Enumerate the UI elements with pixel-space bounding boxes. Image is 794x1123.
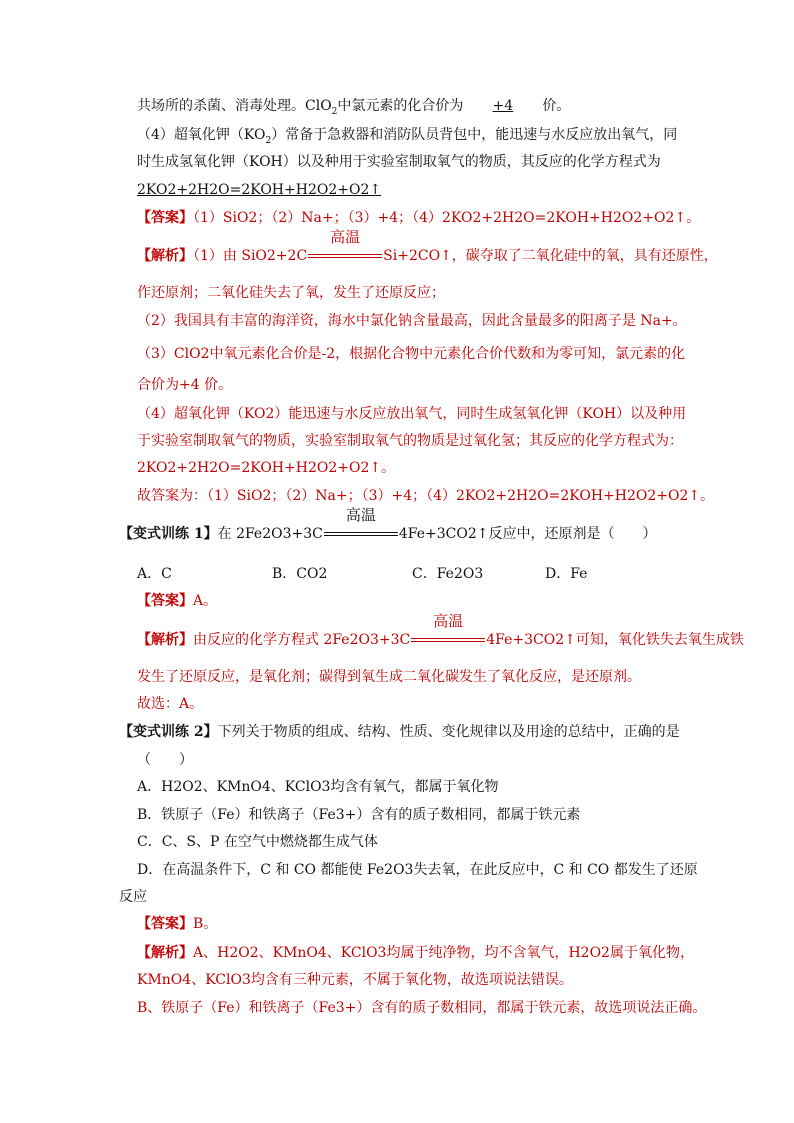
variant-1-question: 【变式训练 1】在 2Fe2O3+3C 高温 4Fe+3CO2↑反应中，还原剂是（ ）: [119, 506, 657, 542]
option-a: A．C: [137, 566, 172, 582]
variant-2-question-paren: （ ）: [137, 752, 193, 768]
explanation-line-1: 【解析】（1）由 SiO2+2C 高温 Si+2CO↑，碳夺取了二氧化硅中的氧，具有还原性，: [137, 228, 718, 264]
explanation-line: 于实验室制取氧气的物质，实验室制取氧气的物质是过氧化氢；其反应的化学方程式为：: [137, 433, 683, 449]
explanation-line: KMnO4、KClO3均含有三种元素，不属于氧化物，故选项说法错误。: [137, 972, 573, 988]
variant-2-explanation: 【解析】A、H2O2、KMnO4、KClO3均属于纯净物，均不含氧气，H2O2属于氧化物，: [137, 945, 694, 961]
explanation-line: 作还原剂；二氧化硅失去了氧，发生了还原反应；: [137, 285, 445, 301]
explanation-line: （2）我国具有丰富的海洋资，海水中氯化钠含量最高，因此含量最多的阳离子是 Na+。: [137, 313, 687, 329]
explanation-tag: 【解析】: [137, 248, 193, 264]
explanation-line: 故选：A。: [137, 696, 204, 712]
explanation-line: 故答案为：（1）SiO2；（2）Na+；（3）+4；（4）2KO2+2H2O=2KOH+H2O2+O2↑。: [137, 488, 715, 504]
variant-1-explanation: 【解析】由反应的化学方程式 2Fe2O3+3C 高温 4Fe+3CO2↑可知，氧化铁失去氧生成铁: [137, 612, 744, 648]
explanation-line: 发生了还原反应，是氧化剂；碳得到氧生成二氧化碳发生了氧化反应，是还原剂。: [137, 669, 641, 685]
variant-1-answer: 【答案】A。: [137, 593, 218, 609]
reaction-condition: 高温: [411, 630, 485, 650]
option-c: C．Fe2O3: [412, 566, 484, 582]
variant-2-tag: 【变式训练 2】: [119, 724, 218, 740]
explanation-line: （3）ClO2中氧元素化合价是-2，根据化合物中元素化合价代数和为零可知，氯元素的化: [137, 346, 686, 362]
answer-tag: 【答案】: [137, 210, 193, 226]
explanation-tag: 【解析】: [137, 945, 193, 961]
reaction-condition: 高温: [308, 246, 382, 266]
option-d-cont: 反应: [119, 889, 147, 905]
answer-tag: 【答案】: [137, 916, 193, 932]
variant-1-tag: 【变式训练 1】: [119, 526, 218, 542]
explanation-line: B、铁原子（Fe）和铁离子（Fe3+）含有的质子数相同，都属于铁元素，故选项说法正确。: [137, 1000, 707, 1016]
option-d: D．Fe: [545, 566, 588, 582]
question-4-line-1: （4）超氧化钾$(KO_2)$常备于急救器和消防队员背包中，能迅速与水反应放出氧气，同: [137, 127, 678, 146]
variant-2-question: 【变式训练 2】下列关于物质的组成、结构、性质、变化规律以及用途的总结中，正确的是: [119, 724, 680, 740]
text-line: 共场所的杀菌、消毒处理。ClO$_2$中氯元素的化合价为 +4 价。: [137, 98, 571, 117]
question-4-line-2: 时生成氢氧化钾（KOH）以及种用于实验室制取氧气的物质，其反应的化学方程式为: [137, 154, 661, 170]
answer-tag: 【答案】: [137, 593, 193, 609]
explanation-line: （4）超氧化钾（KO2）能迅速与水反应放出氧气，同时生成氢氧化钾（KOH）以及种用: [137, 406, 687, 422]
question-4-equation: 2KO2+2H2O=2KOH+H2O2+O2↑: [137, 182, 382, 198]
reaction-condition: 高温: [324, 524, 398, 544]
answer-line: 【答案】（1）SiO2；（2）Na+；（3）+4；（4）2KO2+2H2O=2KOH+H2O2+O2↑。: [137, 210, 701, 226]
explanation-line: 2KO2+2H2O=2KOH+H2O2+O2↑。: [137, 460, 396, 476]
answer-blank: +4: [492, 98, 514, 114]
explanation-tag: 【解析】: [137, 632, 193, 648]
option-b: B．CO2: [272, 566, 328, 582]
option-d: D．在高温条件下，C 和 CO 都能使 Fe2O3失去氧，在此反应中，C 和 CO 都发生了还原: [137, 862, 698, 878]
variant-2-answer: 【答案】B。: [137, 916, 218, 932]
explanation-line: 合价为+4 价。: [137, 377, 233, 393]
option-c: C．C、S、P 在空气中燃烧都生成气体: [137, 834, 378, 850]
option-a: A．H2O2、KMnO4、KClO3均含有氧气，都属于氧化物: [137, 779, 499, 795]
option-b: B．铁原子（Fe）和铁离子（Fe3+）含有的质子数相同，都属于铁元素: [137, 807, 581, 823]
